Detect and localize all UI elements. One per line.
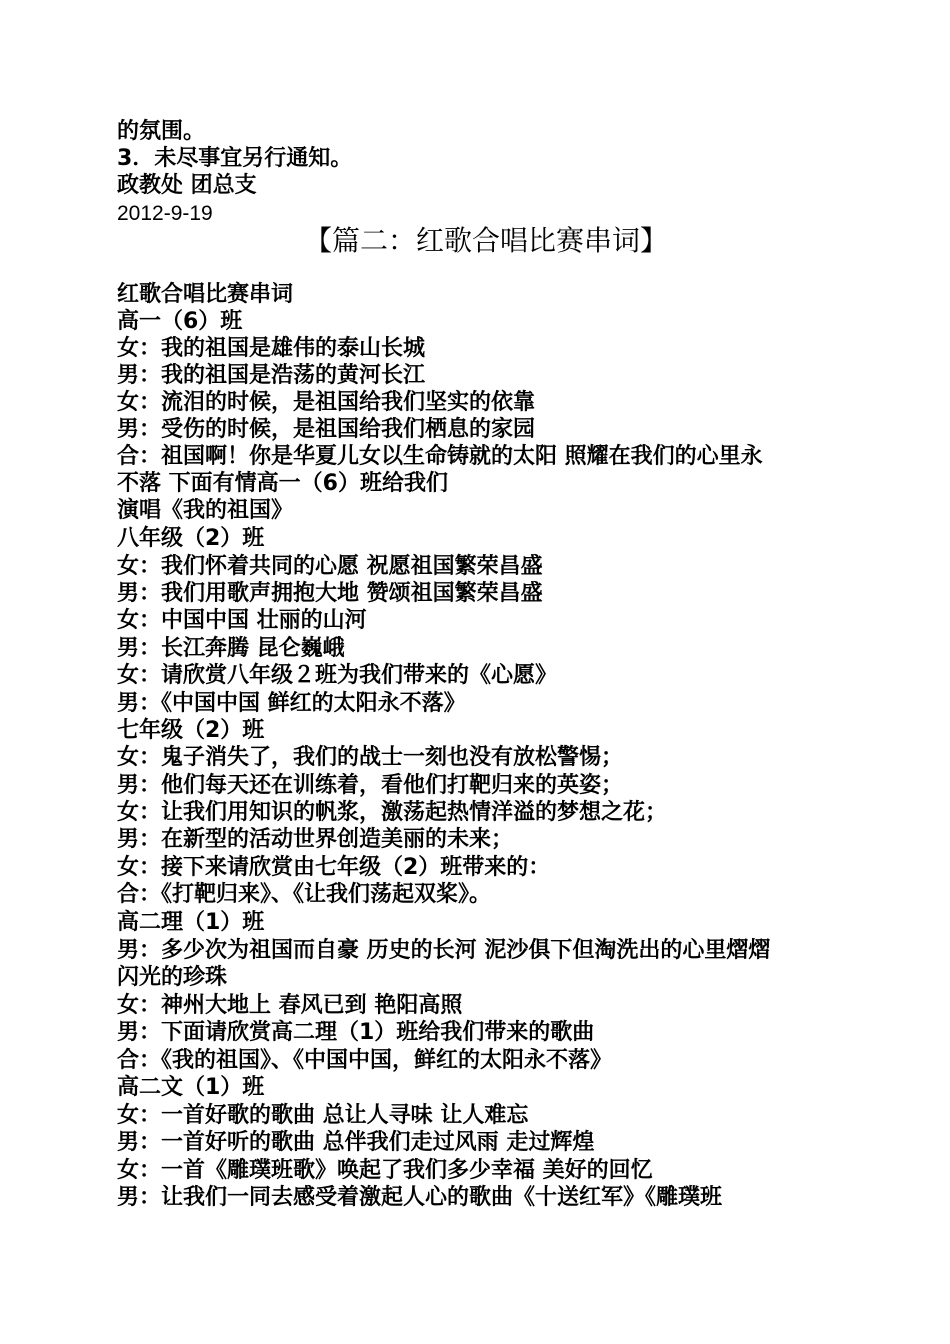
script-line: 男：我的祖国是浩荡的黄河长江 [117,363,426,388]
script-line: 女：流泪的时候，是祖国给我们坚实的依靠 [117,390,536,415]
script-line: 女：我的祖国是雄伟的泰山长城 [117,336,426,361]
script-line: 男：他们每天还在训练着，看他们打靶归来的英姿； [117,773,624,798]
script-line: 男：我们用歌声拥抱大地 赞颂祖国繁荣昌盛 [117,581,543,606]
intro-line-1: 的氛围。 [117,119,206,144]
script-line: 男：在新型的活动世界创造美丽的未来； [117,827,514,852]
script-line: 男：一首好听的歌曲 总伴我们走过风雨 走过辉煌 [117,1130,595,1155]
script-line: 女：接下来请欣赏由七年级（2）班带来的： [117,855,551,880]
script-line: 女：我们怀着共同的心愿 祝愿祖国繁荣昌盛 [117,554,543,579]
class-heading: 八年级（2）班 [117,526,265,551]
script-line: 女：鬼子消失了，我们的战士一刻也没有放松警惕； [117,745,624,770]
script-line: 合：《打靶归来》、《让我们荡起双桨》。 [117,882,492,907]
intro-line-2: 3．未尽事宜另行通知。 [117,146,353,171]
section-heading: 【篇二：红歌合唱比赛串词】 [303,224,668,257]
intro-signature: 政教处 团总支 [117,173,257,198]
script-line: 演唱《我的祖国》 [117,498,294,523]
class-heading: 高二理（1）班 [117,910,265,935]
class-heading: 高一（6）班 [117,309,243,334]
script-line: 合：祖国啊！你是华夏儿女以生命铸就的太阳 照耀在我们的心里永 [117,444,763,469]
script-line: 闪光的珍珠 [117,965,228,990]
script-line: 不落 下面有情高一（6）班给我们 [117,471,448,496]
script-line: 男：受伤的时候，是祖国给我们栖息的家园 [117,417,536,442]
script-line: 合：《我的祖国》、《中国中国，鲜红的太阳永不落》 [117,1048,613,1073]
script-title: 红歌合唱比赛串词 [117,282,294,307]
intro-date: 2012-9-19 [117,202,213,225]
script-line: 女：一首好歌的歌曲 总让人寻味 让人难忘 [117,1103,529,1128]
class-heading: 高二文（1）班 [117,1075,265,1100]
script-line: 女：一首《雕璞班歌》唤起了我们多少幸福 美好的回忆 [117,1158,653,1183]
script-line: 男：下面请欣赏高二理（1）班给我们带来的歌曲 [117,1020,595,1045]
script-line: 男：让我们一同去感受着激起人心的歌曲《十送红军》《雕璞班 [117,1185,723,1210]
script-line: 男：长江奔腾 昆仑巍峨 [117,636,345,661]
class-heading: 七年级（2）班 [117,718,265,743]
script-line: 男：多少次为祖国而自豪 历史的长河 泥沙俱下但淘洗出的心里熠熠 [117,938,771,963]
script-line: 女：神州大地上 春风已到 艳阳高照 [117,993,463,1018]
script-line: 女：中国中国 壮丽的山河 [117,608,367,633]
script-line: 男：《中国中国 鲜红的太阳永不落》 [117,691,466,716]
script-line: 女：让我们用知识的帆浆，激荡起热情洋溢的梦想之花； [117,800,668,825]
script-line: 女：请欣赏八年级２班为我们带来的《心愿》 [117,663,558,688]
